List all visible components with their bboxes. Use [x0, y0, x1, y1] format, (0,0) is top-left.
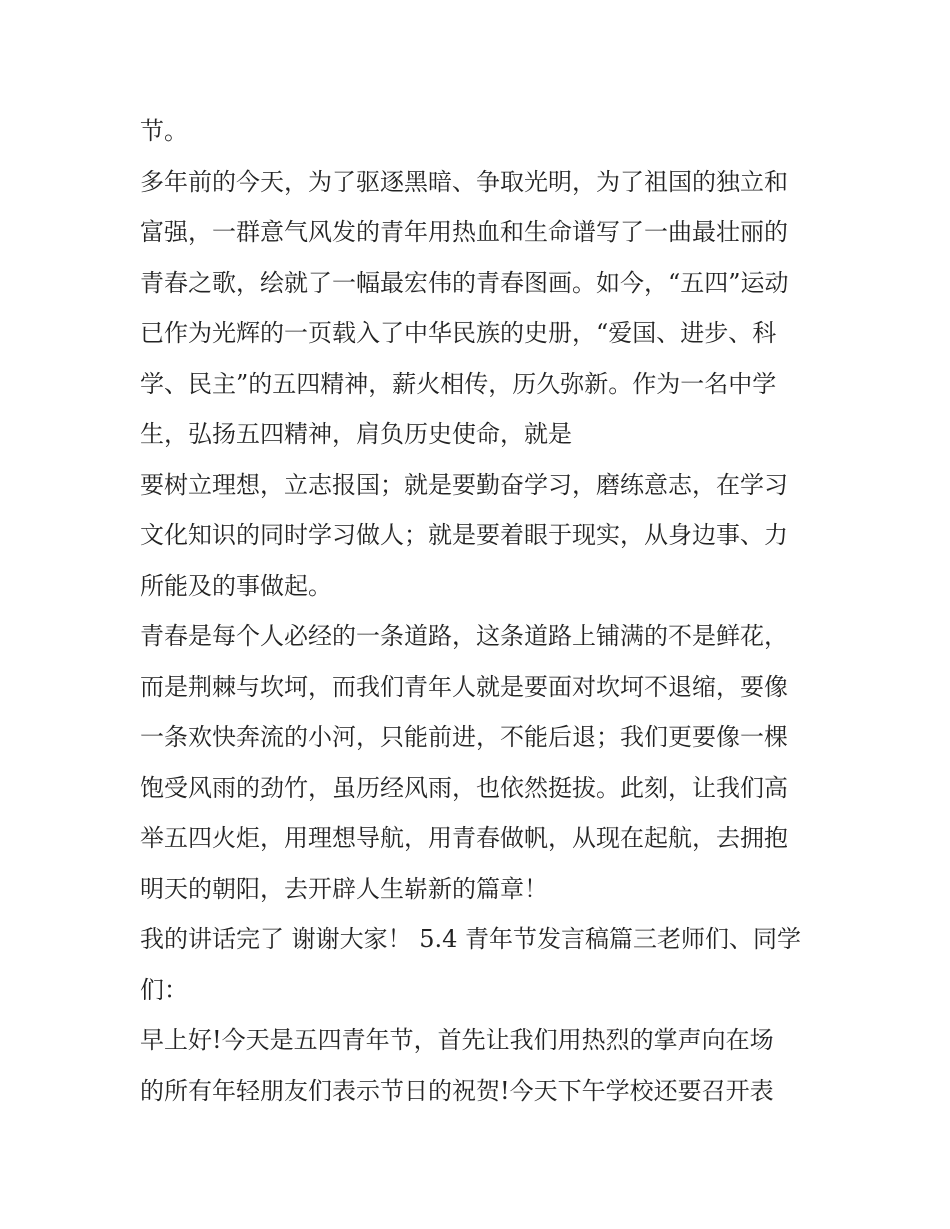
text-line: 们： [140, 976, 188, 1004]
text-line: 早上好!今天是五四青年节，首先让我们用热烈的掌声向在场 [140, 1026, 774, 1054]
text-line: 已作为光辉的一页载入了中华民族的史册，“爱国、进步、科 [140, 319, 777, 347]
text-line: 要树立理想，立志报国；就是要勤奋学习，磨练意志，在学习 [140, 471, 788, 499]
text-line: 的所有年轻朋友们表示节日的祝贺!今天下午学校还要召开表 [140, 1077, 774, 1105]
text-line: 明天的朝阳，去开辟人生崭新的篇章！ [140, 875, 548, 903]
text-line: 生，弘扬五四精神，肩负历史使命，就是 [140, 420, 572, 448]
text-line: 富强，一群意气风发的青年用热血和生命谱写了一曲最壮丽的 [140, 218, 788, 246]
text-line: 青春是每个人必经的一条道路，这条道路上铺满的不是鲜花， [140, 622, 788, 650]
text-line: 饱受风雨的劲竹，虽历经风雨，也依然挺拔。此刻，让我们高 [140, 774, 788, 802]
text-line: 青春之歌，绘就了一幅最宏伟的青春图画。如今，“五四”运动 [140, 269, 789, 297]
text-line: 而是荆棘与坎坷，而我们青年人就是要面对坎坷不退缩，要像 [140, 673, 788, 701]
text-line: 我的讲话完了 谢谢大家！ 5.4 青年节发言稿篇三老师们、同学 [140, 925, 802, 953]
text-line: 多年前的今天，为了驱逐黑暗、争取光明，为了祖国的独立和 [140, 168, 788, 196]
text-line: 节。 [140, 117, 188, 145]
text-line: 学、民主”的五四精神，薪火相传，历久弥新。作为一名中学 [140, 370, 777, 398]
text-line: 举五四火炬，用理想导航，用青春做帆，从现在起航，去拥抱 [140, 824, 788, 852]
text-line: 一条欢快奔流的小河，只能前进，不能后退；我们更要像一棵 [140, 723, 788, 751]
text-line: 所能及的事做起。 [140, 572, 332, 600]
text-line: 文化知识的同时学习做人；就是要着眼于现实，从身边事、力 [140, 521, 788, 549]
